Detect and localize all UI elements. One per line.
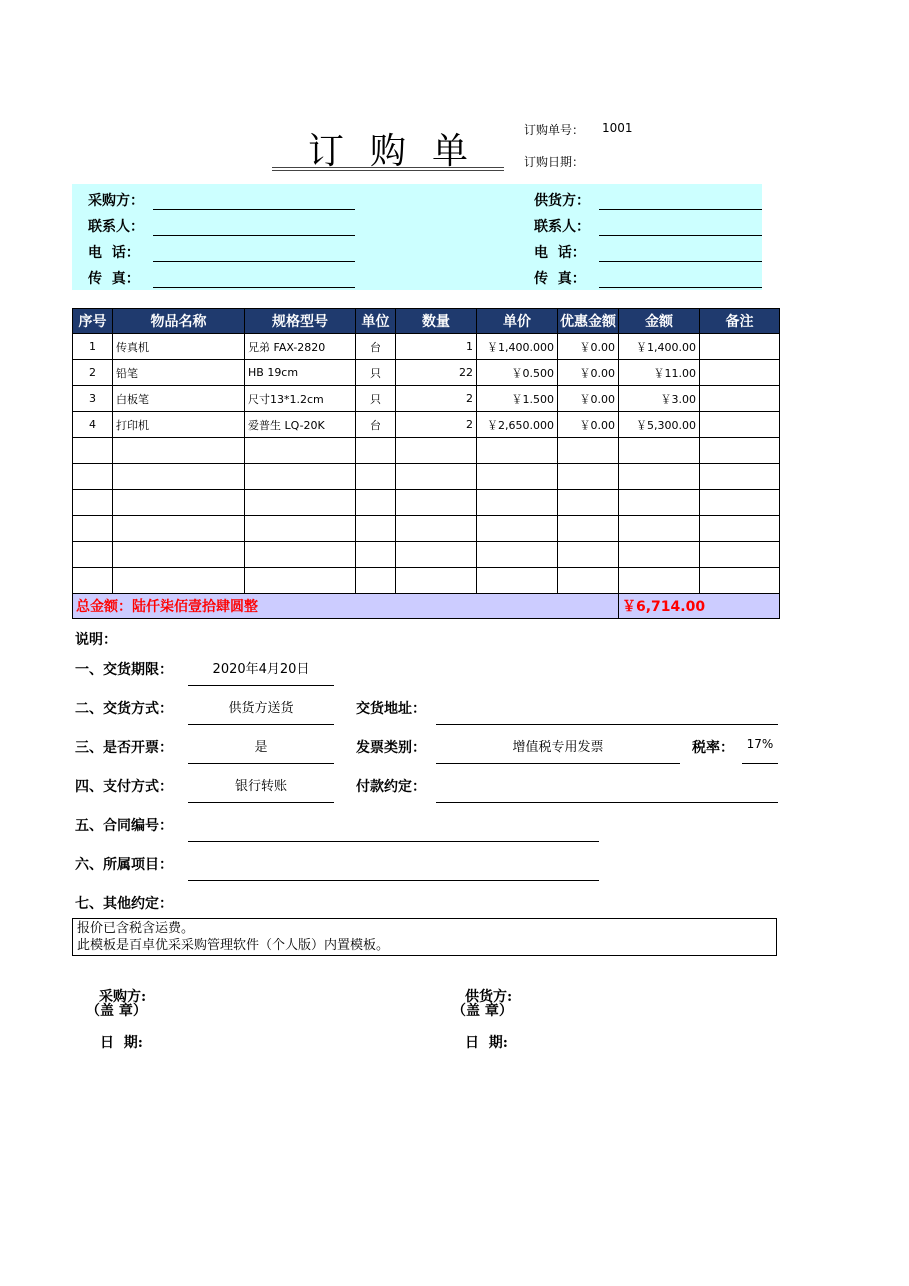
cell-unit-price[interactable] (477, 438, 558, 464)
col-header-quantity: 数量 (396, 309, 477, 334)
cell-unit-price[interactable] (477, 542, 558, 568)
cell-spec[interactable] (245, 490, 356, 516)
cell-remarks[interactable] (700, 386, 780, 412)
delivery-address-label: 交货地址： (356, 701, 426, 717)
cell-spec[interactable] (245, 568, 356, 594)
invoice-type-underline (436, 763, 680, 764)
cell-spec[interactable] (245, 542, 356, 568)
invoice-type-label: 发票类别： (356, 740, 426, 756)
supplier-signature-label: 供货方: (465, 989, 513, 1005)
cell-remarks[interactable] (700, 360, 780, 386)
order-number-value[interactable]: 1001 (602, 121, 633, 135)
cell-unit-price[interactable]: ￥0.500 (477, 360, 558, 386)
col-header-amount: 金额 (619, 309, 700, 334)
cell-unit[interactable]: 只 (356, 386, 396, 412)
cell-unit-price[interactable] (477, 490, 558, 516)
cell-amount[interactable] (619, 464, 700, 490)
invoice-required-value[interactable]: 是 (254, 740, 268, 755)
total-amount-words: 总金额：陆仟柒佰壹拾肆圆整 (73, 594, 619, 619)
cell-quantity[interactable]: 2 (396, 386, 477, 412)
cell-unit[interactable] (356, 438, 396, 464)
cell-discount[interactable] (558, 464, 619, 490)
project-label: 六、所属项目： (75, 857, 173, 873)
order-number-label: 订购单号： (524, 123, 585, 137)
cell-spec[interactable] (245, 438, 356, 464)
invoice-required-label: 三、是否开票： (75, 740, 173, 756)
table-row (73, 360, 780, 386)
cell-discount[interactable] (558, 490, 619, 516)
supplier-label: 供货方： (534, 193, 590, 209)
cell-unit-price[interactable] (477, 464, 558, 490)
cell-spec[interactable]: 爱普生 LQ-20K (245, 412, 356, 438)
cell-unit[interactable] (356, 464, 396, 490)
cell-quantity[interactable]: 22 (396, 360, 477, 386)
cell-unit[interactable] (356, 490, 396, 516)
cell-quantity[interactable] (396, 464, 477, 490)
cell-item-name[interactable]: 传真机 (113, 334, 245, 360)
payment-method-underline (188, 802, 334, 803)
cell-discount[interactable] (558, 438, 619, 464)
cell-unit[interactable] (356, 516, 396, 542)
cell-unit-price[interactable] (477, 516, 558, 542)
cell-item-name[interactable]: 白板笔 (113, 386, 245, 412)
cell-remarks[interactable] (700, 516, 780, 542)
cell-unit[interactable]: 台 (356, 412, 396, 438)
col-header-unit-price: 单价 (477, 309, 558, 334)
cell-item-name[interactable] (113, 438, 245, 464)
cell-index[interactable] (73, 542, 113, 568)
col-header-item-name: 物品名称 (113, 309, 245, 334)
cell-item-name[interactable] (113, 516, 245, 542)
cell-amount[interactable] (619, 568, 700, 594)
cell-index[interactable]: 4 (73, 412, 113, 438)
cell-remarks[interactable] (700, 464, 780, 490)
cell-unit[interactable]: 只 (356, 360, 396, 386)
table-row (73, 516, 780, 542)
buyer-fax-field[interactable] (153, 287, 355, 288)
buyer-field[interactable] (153, 209, 355, 210)
cell-amount[interactable]: ￥5,300.00 (619, 412, 700, 438)
invoice-type-value[interactable]: 增值税专用发票 (512, 740, 604, 755)
cell-discount[interactable]: ￥0.00 (558, 412, 619, 438)
cell-item-name[interactable]: 铅笔 (113, 360, 245, 386)
cell-amount[interactable] (619, 516, 700, 542)
supplier-phone-field[interactable] (599, 261, 762, 262)
buyer-phone-field[interactable] (153, 261, 355, 262)
cell-amount[interactable] (619, 542, 700, 568)
cell-remarks[interactable] (700, 438, 780, 464)
cell-remarks[interactable] (700, 412, 780, 438)
supplier-fax-field[interactable] (599, 287, 762, 288)
table-row (73, 334, 780, 360)
note-line: 报价已含税含运费。 (77, 921, 195, 936)
cell-amount[interactable] (619, 438, 700, 464)
buyer-fax-label: 传 真： (88, 271, 140, 287)
cell-unit-price[interactable]: ￥1.500 (477, 386, 558, 412)
cell-index[interactable] (73, 516, 113, 542)
cell-discount[interactable]: ￥0.00 (558, 386, 619, 412)
contract-number-field[interactable] (188, 841, 599, 842)
table-row (73, 568, 780, 594)
delivery-date-label: 一、交货期限： (75, 662, 173, 678)
table-header-row (73, 309, 780, 334)
table-row (73, 438, 780, 464)
cell-item-name[interactable] (113, 568, 245, 594)
cell-amount[interactable] (619, 490, 700, 516)
cell-amount[interactable]: ￥11.00 (619, 360, 700, 386)
buyer-contact-label: 联系人： (88, 219, 144, 235)
col-header-spec: 规格型号 (245, 309, 356, 334)
buyer-label: 采购方： (88, 193, 144, 209)
title-underline (272, 167, 504, 168)
buyer-seal-label: （盖 章） (86, 1003, 147, 1019)
payment-method-label: 四、支付方式： (75, 779, 173, 795)
cell-quantity[interactable] (396, 568, 477, 594)
supplier-contact-field[interactable] (599, 235, 762, 236)
cell-unit[interactable] (356, 542, 396, 568)
supplier-phone-label: 电 话： (534, 245, 586, 261)
cell-spec[interactable]: 尺寸13*1.2cm (245, 386, 356, 412)
delivery-date-value[interactable]: 2020年4月20日 (212, 662, 310, 677)
cell-unit-price[interactable]: ￥1,400.000 (477, 334, 558, 360)
note-line: 此模板是百卓优采采购管理软件（个人版）内置模板。 (77, 938, 390, 953)
buyer-contact-field[interactable] (153, 235, 355, 236)
cell-discount[interactable] (558, 542, 619, 568)
cell-amount[interactable]: ￥3.00 (619, 386, 700, 412)
cell-remarks[interactable] (700, 568, 780, 594)
cell-discount[interactable]: ￥0.00 (558, 334, 619, 360)
cell-index[interactable]: 1 (73, 334, 113, 360)
cell-item-name[interactable] (113, 542, 245, 568)
cell-spec[interactable] (245, 516, 356, 542)
cell-unit[interactable]: 台 (356, 334, 396, 360)
cell-index[interactable] (73, 568, 113, 594)
contract-number-label: 五、合同编号： (75, 818, 173, 834)
cell-quantity[interactable] (396, 516, 477, 542)
total-row (73, 594, 780, 619)
cell-spec[interactable] (245, 464, 356, 490)
tax-rate-label: 税率： (692, 740, 734, 756)
terms-heading: 说明： (75, 632, 117, 648)
cell-unit-price[interactable]: ￥2,650.000 (477, 412, 558, 438)
cell-item-name[interactable] (113, 490, 245, 516)
col-header-index: 序号 (73, 309, 113, 334)
buyer-date-label: 日 期: (100, 1035, 143, 1051)
cell-item-name[interactable] (113, 464, 245, 490)
supplier-date-label: 日 期: (465, 1035, 508, 1051)
delivery-method-label: 二、交货方式： (75, 701, 173, 717)
delivery-method-value[interactable]: 供货方送货 (228, 701, 294, 716)
cell-quantity[interactable] (396, 438, 477, 464)
table-row (73, 490, 780, 516)
delivery-address-field[interactable] (436, 724, 778, 725)
order-items-table (72, 308, 780, 619)
order-date-label: 订购日期： (524, 155, 585, 169)
table-row (73, 542, 780, 568)
cell-index[interactable]: 3 (73, 386, 113, 412)
cell-remarks[interactable] (700, 542, 780, 568)
supplier-seal-label: （盖 章） (452, 1003, 513, 1019)
tax-rate-value[interactable]: 17% (746, 737, 774, 751)
other-terms-label: 七、其他约定： (75, 896, 173, 912)
cell-index[interactable] (73, 490, 113, 516)
cell-quantity[interactable] (396, 542, 477, 568)
payment-method-value[interactable]: 银行转账 (234, 779, 287, 794)
cell-remarks[interactable] (700, 334, 780, 360)
cell-discount[interactable] (558, 568, 619, 594)
table-row (73, 386, 780, 412)
supplier-contact-label: 联系人： (534, 219, 590, 235)
cell-amount[interactable]: ￥1,400.00 (619, 334, 700, 360)
cell-unit[interactable] (356, 568, 396, 594)
cell-discount[interactable] (558, 516, 619, 542)
cell-index[interactable]: 2 (73, 360, 113, 386)
buyer-phone-label: 电 话： (88, 245, 140, 261)
supplier-field[interactable] (599, 209, 762, 210)
project-field[interactable] (188, 880, 599, 881)
other-terms-notes-box[interactable] (72, 918, 777, 956)
col-header-unit: 单位 (356, 309, 396, 334)
table-row (73, 412, 780, 438)
party-info-panel (72, 184, 762, 290)
cell-index[interactable] (73, 438, 113, 464)
cell-spec[interactable]: 兄弟 FAX-2820 (245, 334, 356, 360)
cell-unit-price[interactable] (477, 568, 558, 594)
cell-index[interactable] (73, 464, 113, 490)
cell-item-name[interactable]: 打印机 (113, 412, 245, 438)
delivery-date-underline (188, 685, 334, 686)
cell-remarks[interactable] (700, 490, 780, 516)
cell-quantity[interactable]: 2 (396, 412, 477, 438)
delivery-method-underline (188, 724, 334, 725)
page-title: 订购单 (307, 131, 494, 172)
payment-terms-field[interactable] (436, 802, 778, 803)
tax-rate-underline (742, 763, 778, 764)
invoice-required-underline (188, 763, 334, 764)
total-amount-value: ￥6,714.00 (619, 594, 780, 619)
cell-discount[interactable]: ￥0.00 (558, 360, 619, 386)
col-header-discount: 优惠金额 (558, 309, 619, 334)
cell-quantity[interactable] (396, 490, 477, 516)
buyer-signature-label: 采购方: (99, 989, 147, 1005)
payment-terms-label: 付款约定： (356, 779, 426, 795)
cell-spec[interactable]: HB 19cm (245, 360, 356, 386)
title-underline-double (272, 170, 504, 171)
cell-quantity[interactable]: 1 (396, 334, 477, 360)
supplier-fax-label: 传 真： (534, 271, 586, 287)
col-header-remarks: 备注 (700, 309, 780, 334)
table-row (73, 464, 780, 490)
